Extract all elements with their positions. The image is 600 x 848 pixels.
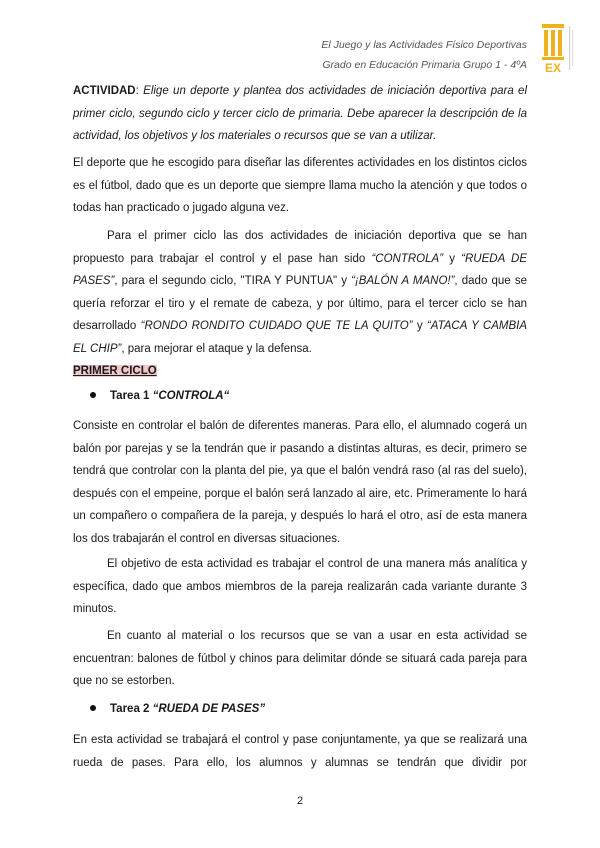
task-1-objective: El objetivo de esta actividad es trabajar el control de una manera más analítica y específica, dado que ambos miembros de la pareja realizarán cada variante durante 3 minutos. — [73, 558, 527, 616]
activity-name-rueda: “RUEDA DE PASES” — [73, 252, 527, 288]
section-title-text: PRIMER CICLO — [73, 365, 157, 377]
intro-paragraph: El deporte que he escogido para diseñar las diferentes actividades en los distintos ciclos es el fútbol, dado que es un deporte que siempre llama mucho la atención y que todos o todas han practicado o jugado alguna vez. — [73, 157, 527, 215]
task-1-prefix: Tarea 1 — [110, 390, 153, 402]
task-1-heading — [90, 385, 229, 407]
university-logo — [539, 22, 579, 74]
activity-statement: ACTIVIDAD: Elige un deporte y plantea dos actividades de iniciación deportiva para el primer ciclo, segundo ciclo y tercer ciclo de primaria. Debe aparecer la descripción de la actividad, los objetivos y los materiales o recursos que se van a utilizar. — [73, 85, 528, 143]
cycles-text-6: , para mejorar el ataque y la defensa. — [121, 342, 312, 355]
bullet-icon — [90, 705, 96, 711]
document-header — [321, 35, 527, 75]
cycles-text-1: Para el primer ciclo las dos actividades de iniciación deportiva que se han propuesto para trabajar el control y el pase han sido — [73, 230, 527, 265]
activity-label: ACTIVIDAD — [73, 85, 136, 97]
task-2-prefix: Tarea 2 — [110, 703, 153, 715]
task-2-heading — [90, 698, 265, 720]
cycles-text-2: y — [443, 252, 462, 265]
cycles-paragraph — [73, 225, 527, 361]
cycles-text-5: y — [412, 320, 427, 333]
task-2-description: En esta actividad se trabajará el control y pase conjuntamente, ya que se realizará una rueda de pases. Para ello, los alumnos y alumnas se tendrán que dividir por — [73, 734, 527, 769]
activity-name-balon: “¡BALÓN A MANO!” — [351, 275, 455, 288]
activity-name-rondo: “RONDO RONDITO CUIDADO QUE TE LA QUITO” — [140, 320, 413, 333]
logo-text: EX — [544, 61, 562, 74]
bullet-icon — [90, 392, 96, 398]
task-1-materials: En cuanto al material o los recursos que se van a usar en esta actividad se encuentran: balones de fútbol y chinos para delimitar dónde se situará cada pareja para que no se estorben. — [73, 630, 527, 688]
task-2-name: “RUEDA DE PASES” — [152, 703, 266, 715]
header-group: Grado en Educación Primaria Grupo 1 - 4ºA — [322, 59, 527, 71]
header-course-title: El Juego y las Actividades Físico Deportivas — [321, 39, 527, 51]
cycles-text-3: , para el segundo ciclo, "TIRA Y PUNTUA" y — [114, 275, 352, 288]
activity-name-ataca: “ATACA Y CAMBIA EL CHIP” — [73, 320, 528, 355]
cycles-text-4: , dado que se quería reforzar el tiro y el remate de cabeza, y por último, para el tercer ciclo se han desarrollado — [73, 275, 527, 333]
section-title — [73, 361, 157, 380]
page-number: 2 — [296, 795, 304, 807]
task-1-name: “CONTROLA“ — [152, 390, 230, 402]
activity-name-controla: “CONTROLA” — [371, 252, 444, 265]
activity-text: Elige un deporte y plantea dos actividades de iniciación deportiva para el primer ciclo, segundo ciclo y tercer ciclo de primaria. Debe aparecer la descripción de la actividad, los objetivos y los materiales o recursos que se van a utilizar. — [73, 85, 528, 143]
task-1-description: Consiste en controlar el balón de diferentes maneras. Para ello, el alumnado cogerá un balón por parejas y se la tendrán que ir pasando a distintas alturas, es decir, primero se tendrá que controlar con la planta del pie, ya que el balón vendrá raso (al ras del suelo), después con el empeine, porque el balón será lanzado al aire, etc. Primeramente lo hará un compañero o compañera de la pareja, y después lo hará el otro, así de esta manera los dos trabajarán el control en diversas situaciones. — [73, 420, 527, 545]
